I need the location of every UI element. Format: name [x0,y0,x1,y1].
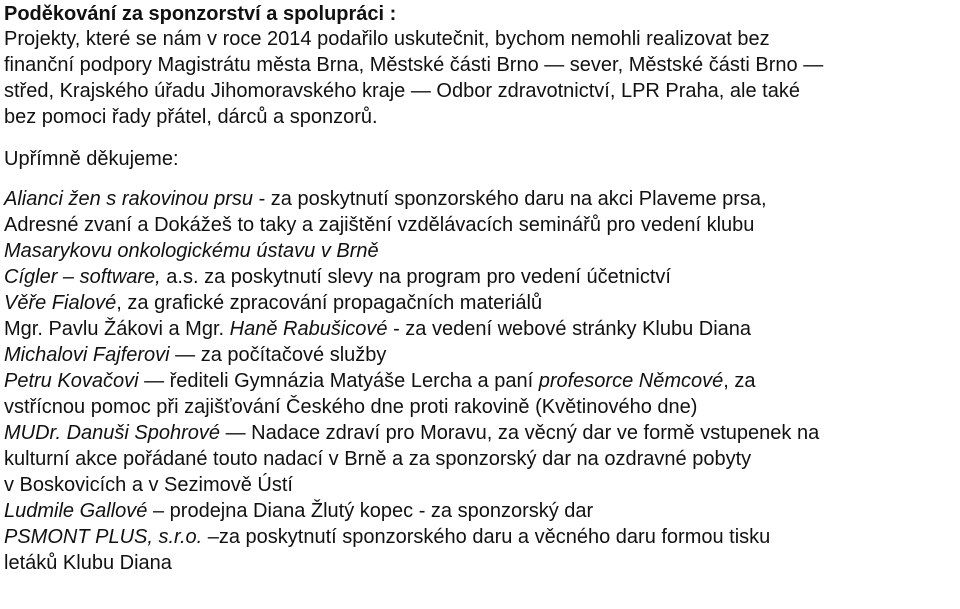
sponsor-line [4,394,956,420]
sponsor-text: - za poskytnutí sponzorského daru na akci Plaveme prsa, [253,188,767,210]
sponsor-name: PSMONT PLUS, s.r.o. [4,526,203,548]
sponsor-name: MUDr. Danuši Spohrové [4,422,221,444]
sponsor-text: –za poskytnutí sponzorského daru a věcného daru formou tisku [202,526,771,548]
intro-line: střed, Krajského úřadu Jihomoravského kraje — Odbor zdravotnictví, LPR Praha, ale také [4,80,800,102]
sponsor-line [4,550,956,576]
sponsor-list [4,186,956,576]
sponsor-line [4,316,956,342]
sponsor-line [4,368,956,394]
sponsor-text: letáků Klubu Diana [4,552,172,574]
sponsor-name: Petru Kovačovi [4,370,139,392]
sponsor-name: Haně Rabušicové [224,318,388,340]
sponsor-name: Věře Fialové [4,292,117,314]
intro-paragraph [4,26,956,130]
sponsor-text: , za grafické zpracování propagačních materiálů [116,292,543,314]
thanks-label: Upřímně děkujeme: [4,148,179,170]
sponsor-line [4,342,956,368]
sponsor-name: Michalovi Fajferovi [4,344,170,366]
sponsor-text: v Boskovicích a v Sezimově Ústí [4,474,293,496]
sponsor-text: — za počítačové služby [169,344,387,366]
intro-line: finanční podpory Magistrátu města Brna, Městské části Brno — sever, Městské části Brno — [4,54,824,76]
sponsor-line [4,290,956,316]
sponsor-line [4,420,956,446]
sponsor-text: vstřícnou pomoc při zajišťování Českého dne proti rakovině (Květinového dne) [4,396,698,418]
intro-line: Projekty, které se nám v roce 2014 podařilo uskutečnit, bychom nemohli realizovat bez [4,28,770,50]
sponsor-line [4,212,956,238]
sponsor-line [4,498,956,524]
sponsor-name: profesorce Němcové [538,370,724,392]
sponsor-line [4,264,956,290]
document-page [0,2,960,576]
sponsor-text: – prodejna Diana Žlutý kopec - za sponzorský dar [147,500,594,522]
sponsor-text: — řediteli Gymnázia Matyáše Lercha a paní [138,370,539,392]
intro-line: bez pomoci řady přátel, dárců a sponzorů. [4,106,378,128]
sponsor-text: Adresné zvaní a Dokážeš to taky a zajištění vzdělávacích seminářů pro vedení klubu [4,214,755,236]
page-title: Poděkování za sponzorství a spolupráci : [4,3,397,25]
sponsor-line [4,446,956,472]
sponsor-text: , za [723,370,756,392]
sponsor-name: Ludmile Gallové [4,500,148,522]
sponsor-line [4,238,956,264]
sponsor-line [4,472,956,498]
sponsor-name: Alianci žen s rakovinou prsu [4,188,254,210]
sponsor-text: kulturní akce pořádané touto nadací v Brně a za sponzorský dar na ozdravné pobyty [4,448,752,470]
sponsor-text: - za vedení webové stránky Klubu Diana [387,318,752,340]
sponsor-line [4,186,956,212]
sponsor-text: a.s. za poskytnutí slevy na program pro vedení účetnictví [160,266,671,288]
sponsor-text: — Nadace zdraví pro Moravu, za věcný dar ve formě vstupenek na [220,422,820,444]
sponsor-line [4,524,956,550]
sponsor-name: Cígler – software, [4,266,161,288]
sponsor-name: Masarykovu onkologickému ústavu v Brně [4,240,379,262]
sponsor-name: Mgr. Pavlu Žákovi a Mgr. [4,318,225,340]
